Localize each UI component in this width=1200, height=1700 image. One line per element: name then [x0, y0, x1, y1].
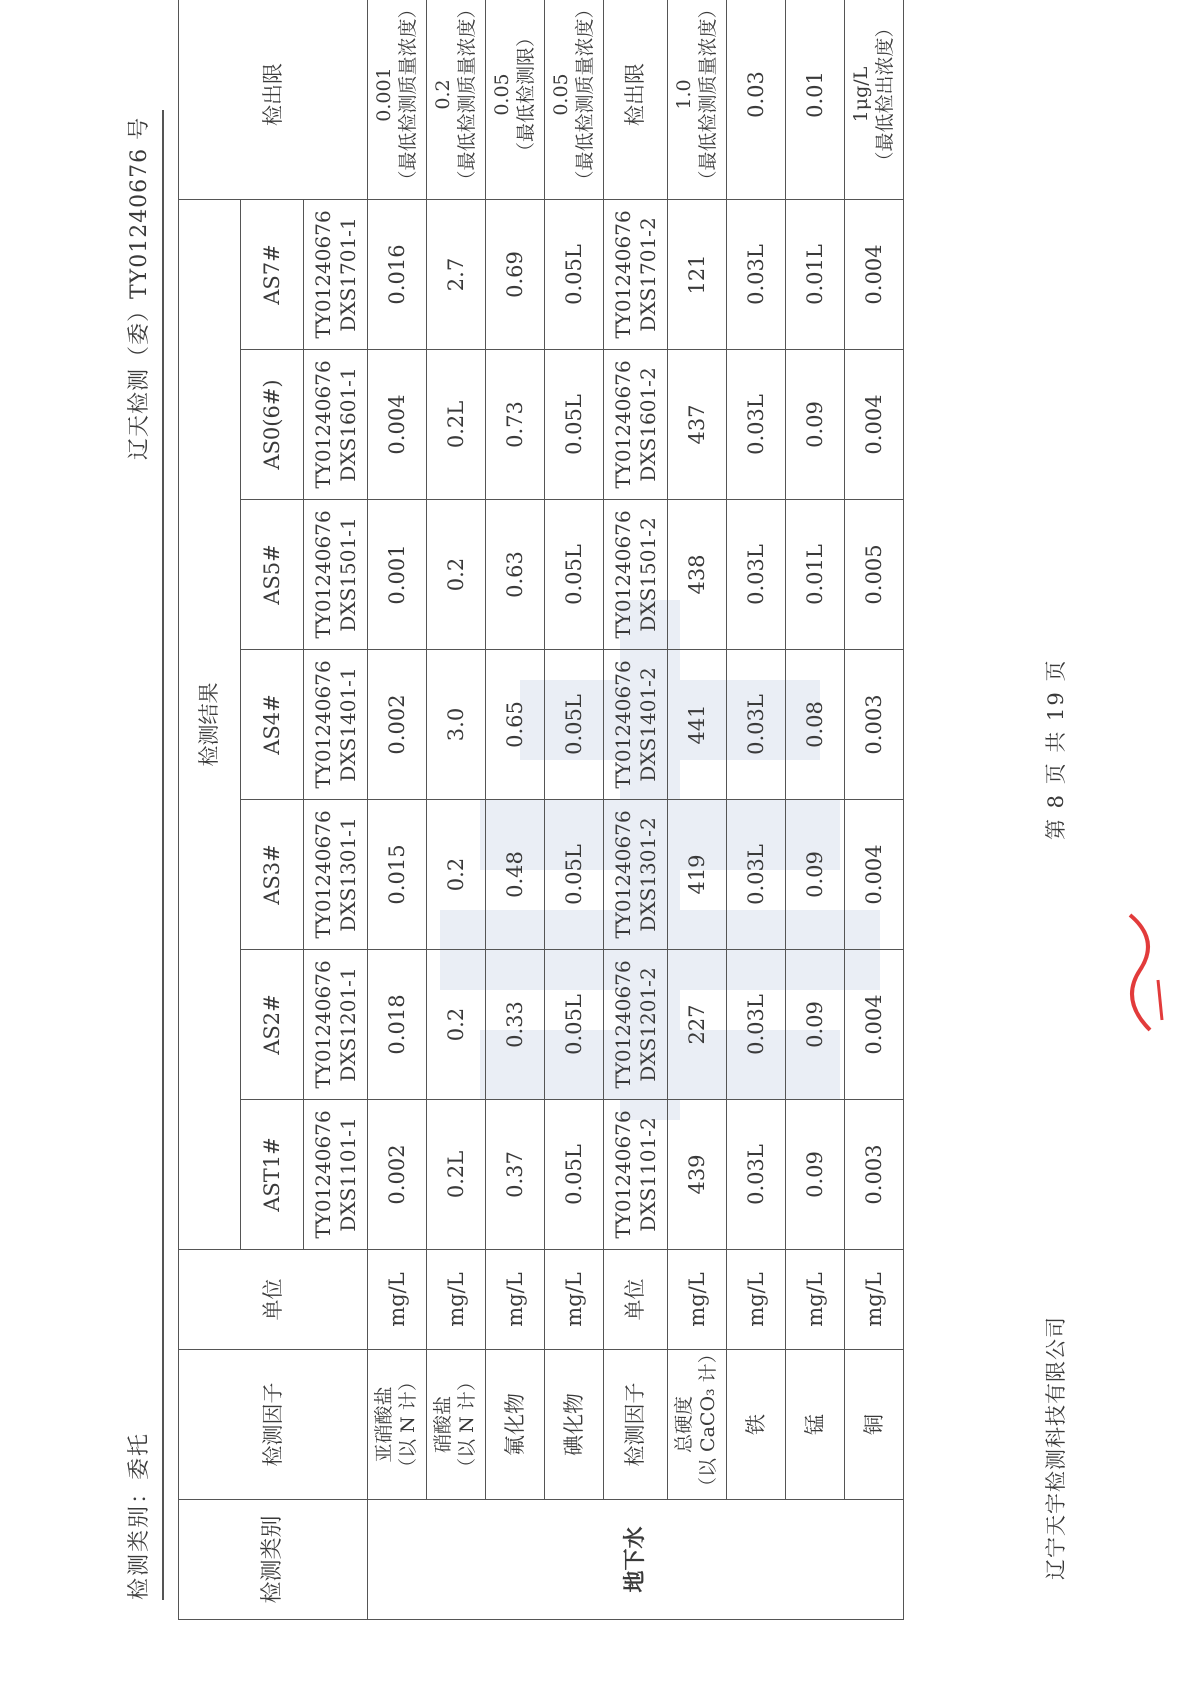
sample-id-cell — [604, 350, 668, 500]
page-number: 第 8 页 共 19 页 — [1044, 658, 1068, 840]
result-value: 0.004 — [861, 244, 886, 305]
cell-line: TY01240676 — [610, 210, 635, 339]
unit-value: mg/L — [502, 1272, 527, 1327]
value-cell — [786, 200, 845, 350]
result-value: 0.37 — [502, 1151, 527, 1198]
site-header-cell — [241, 500, 304, 650]
value-cell — [486, 800, 545, 950]
cell-line: TY01240676 — [310, 660, 335, 789]
value-cell — [668, 350, 727, 500]
table-row — [427, 0, 486, 1620]
cell-line: TY01240676 — [610, 960, 635, 1089]
site-header: AST1# — [259, 1137, 284, 1212]
limit-cell — [486, 0, 545, 200]
category-label: 检测类别：委托 — [127, 1431, 152, 1600]
cell-line: （最低检测质量浓度） — [697, 0, 719, 190]
unit-cell — [545, 1250, 604, 1350]
cell-line: 1μg/L — [850, 66, 873, 123]
value-cell — [727, 950, 786, 1100]
cell-line: TY01240676 — [610, 510, 635, 639]
value-cell — [368, 350, 427, 500]
results-table-body — [179, 0, 904, 1620]
unit-value: mg/L — [561, 1272, 586, 1327]
mid-limit-header: 检出限 — [623, 63, 648, 126]
result-value: 0.004 — [861, 394, 886, 455]
result-value: 0.09 — [802, 851, 827, 898]
cell-line: （以 N 计） — [456, 1372, 478, 1477]
factor-cell — [427, 1350, 486, 1500]
sample-id-cell — [304, 950, 368, 1100]
value-cell — [486, 200, 545, 350]
factor-cell — [727, 1350, 786, 1500]
cell-line: DXS1701-2 — [635, 217, 660, 332]
result-value: 0.004 — [861, 994, 886, 1055]
table-row — [545, 0, 604, 1620]
table-row — [368, 0, 427, 1620]
factor-cell — [786, 1350, 845, 1500]
results-header-cell — [179, 200, 241, 1250]
value-cell — [486, 650, 545, 800]
value-cell — [668, 950, 727, 1100]
result-value: 0.05L — [561, 544, 586, 605]
result-value: 0.05L — [561, 844, 586, 905]
limit-header-cell — [179, 0, 368, 200]
site-header-cell — [241, 1100, 304, 1250]
result-value: 0.73 — [502, 401, 527, 448]
sample-id-cell — [604, 500, 668, 650]
value-cell — [845, 650, 904, 800]
result-value: 0.03L — [743, 244, 768, 305]
table-row — [727, 0, 786, 1620]
mid-factor-header: 检测因子 — [623, 1382, 648, 1467]
cell-line: TY01240676 — [310, 810, 335, 939]
table-row — [786, 0, 845, 1620]
value-cell — [727, 1100, 786, 1250]
result-value: 437 — [684, 404, 709, 445]
unit-cell — [368, 1250, 427, 1350]
factor-cell — [486, 1350, 545, 1500]
site-header: AS4# — [259, 694, 284, 755]
cell-line: （最低检出浓度） — [874, 18, 896, 171]
result-value: 0.65 — [502, 701, 527, 748]
value-cell — [845, 800, 904, 950]
value-cell — [668, 1100, 727, 1250]
result-value: 0.03L — [743, 844, 768, 905]
cell-line: DXS1501-2 — [635, 517, 660, 632]
unit-header: 单位 — [260, 1278, 285, 1321]
result-value: 0.05L — [561, 394, 586, 455]
value-cell — [545, 800, 604, 950]
value-cell — [427, 350, 486, 500]
mid-factor-header-cell — [604, 1350, 668, 1500]
limit-cell — [427, 0, 486, 200]
result-value: 0.002 — [384, 1144, 409, 1205]
result-value: 0.09 — [802, 401, 827, 448]
value-cell — [786, 800, 845, 950]
unit-cell — [845, 1250, 904, 1350]
sample-id-cell — [304, 200, 368, 350]
cell-line: 0.05 — [550, 73, 573, 116]
sample-id-cell — [304, 800, 368, 950]
value-cell — [786, 500, 845, 650]
result-value: 0.33 — [502, 1001, 527, 1048]
value-cell — [727, 650, 786, 800]
value-cell — [368, 500, 427, 650]
cell-line: TY01240676 — [310, 1110, 335, 1239]
value-cell — [427, 800, 486, 950]
sample-id-cell — [604, 200, 668, 350]
result-value: 0.03L — [743, 1144, 768, 1205]
cell-line: TY01240676 — [610, 810, 635, 939]
value-cell — [427, 200, 486, 350]
unit-cell — [786, 1250, 845, 1350]
site-header-cell — [241, 800, 304, 950]
limit-cell — [545, 0, 604, 200]
result-value: 441 — [684, 704, 709, 745]
value-cell — [786, 1100, 845, 1250]
site-header: AS0(6#) — [259, 379, 284, 470]
value-cell — [427, 650, 486, 800]
result-value: 0.69 — [502, 251, 527, 298]
results-header: 检测结果 — [197, 682, 222, 767]
factor-cell — [668, 1344, 727, 1500]
factor-cell — [368, 1350, 427, 1500]
cell-line: 1.0 — [673, 79, 696, 110]
value-cell — [486, 350, 545, 500]
stamp-fragment — [1110, 910, 1170, 1040]
result-value: 2.7 — [443, 257, 468, 292]
sample-id-cell — [304, 500, 368, 650]
limit-cell — [727, 0, 786, 200]
value-cell — [368, 200, 427, 350]
value-cell — [368, 650, 427, 800]
value-cell — [727, 500, 786, 650]
value-cell — [845, 200, 904, 350]
unit-cell — [668, 1250, 727, 1350]
result-value: 0.01L — [802, 544, 827, 605]
cell-line: 0.2 — [432, 79, 455, 110]
result-value: 0.01L — [802, 244, 827, 305]
result-value: 0.03L — [743, 394, 768, 455]
unit-cell — [486, 1250, 545, 1350]
result-value: 0.2 — [443, 557, 468, 592]
value-cell — [845, 500, 904, 650]
value-cell — [668, 800, 727, 950]
result-value: 0.08 — [802, 701, 827, 748]
table-row — [845, 0, 904, 1620]
result-value: 419 — [684, 854, 709, 895]
limit-cell — [786, 0, 845, 200]
value-cell — [845, 1100, 904, 1250]
cell-line: TY01240676 — [310, 960, 335, 1089]
value-cell — [545, 650, 604, 800]
factor-cell — [545, 1350, 604, 1500]
result-value: 0.016 — [384, 244, 409, 305]
site-header-cell — [241, 200, 304, 350]
header-row-1 — [179, 0, 241, 1620]
value-cell — [727, 800, 786, 950]
cell-line: 铁 — [743, 1414, 768, 1435]
result-value: 3.0 — [443, 707, 468, 742]
result-value: 0.001 — [384, 544, 409, 605]
value-cell — [727, 200, 786, 350]
cell-line: DXS1101-2 — [635, 1117, 660, 1232]
cell-line: 碘化物 — [561, 1393, 586, 1456]
result-value: 0.003 — [861, 1144, 886, 1205]
limit-header: 检出限 — [260, 63, 285, 126]
cell-line: 0.05 — [491, 73, 514, 116]
value-cell — [668, 500, 727, 650]
cell-line: TY01240676 — [610, 1110, 635, 1239]
cell-line: DXS1701-1 — [335, 217, 360, 332]
cell-line: DXS1401-1 — [335, 667, 360, 782]
value-cell — [668, 650, 727, 800]
cell-line: TY01240676 — [610, 360, 635, 489]
cell-line: 硝酸盐 — [432, 1396, 455, 1454]
result-value: 0.015 — [384, 844, 409, 905]
unit-value: mg/L — [384, 1272, 409, 1327]
unit-value: mg/L — [443, 1272, 468, 1327]
value-cell — [845, 350, 904, 500]
value-cell — [427, 1100, 486, 1250]
result-value: 0.2L — [443, 1150, 468, 1199]
cell-line: TY01240676 — [310, 360, 335, 489]
result-value: 0.005 — [861, 544, 886, 605]
mid-unit-header-cell — [604, 1250, 668, 1350]
factor-header-cell — [179, 1350, 368, 1500]
sample-id-cell — [604, 1100, 668, 1250]
cell-line: TY01240676 — [310, 510, 335, 639]
unit-cell — [727, 1250, 786, 1350]
value-cell — [545, 200, 604, 350]
sample-id-cell — [604, 950, 668, 1100]
table-row — [486, 0, 545, 1620]
cell-line: DXS1201-2 — [635, 967, 660, 1082]
cell-line: 氟化物 — [502, 1393, 527, 1456]
cell-line: 0.01 — [802, 71, 827, 118]
value-cell — [486, 500, 545, 650]
limit-cell — [845, 0, 904, 200]
cell-line: 亚硝酸盐 — [373, 1386, 396, 1463]
result-value: 0.003 — [861, 694, 886, 755]
result-value: 0.2 — [443, 857, 468, 892]
site-header: AS2# — [259, 994, 284, 1055]
cell-line: （最低检测质量浓度） — [456, 0, 478, 190]
cell-line: （最低检测质量浓度） — [397, 0, 419, 190]
result-value: 439 — [684, 1154, 709, 1195]
sample-id-cell — [604, 800, 668, 950]
cell-line: DXS1601-1 — [335, 367, 360, 482]
result-value: 0.63 — [502, 551, 527, 598]
cell-line: DXS1301-2 — [635, 817, 660, 932]
result-value: 438 — [684, 554, 709, 595]
cell-line: （以 CaCO₃ 计） — [697, 1344, 719, 1496]
header-divider — [162, 110, 164, 1600]
result-value: 0.48 — [502, 851, 527, 898]
value-cell — [545, 1100, 604, 1250]
result-value: 0.2 — [443, 1007, 468, 1042]
site-header: AS7# — [259, 244, 284, 305]
unit-value: mg/L — [743, 1272, 768, 1327]
value-cell — [486, 950, 545, 1100]
results-table-wrapper — [178, 0, 904, 1620]
result-value: 227 — [684, 1004, 709, 1045]
unit-cell — [427, 1250, 486, 1350]
cell-line: 锰 — [802, 1414, 827, 1435]
site-header-cell — [241, 350, 304, 500]
site-header: AS5# — [259, 544, 284, 605]
value-cell — [368, 950, 427, 1100]
cell-line: 总硬度 — [673, 1396, 696, 1454]
limit-cell — [368, 0, 427, 200]
result-value: 0.05L — [561, 1144, 586, 1205]
table-row — [668, 0, 727, 1620]
result-value: 0.018 — [384, 994, 409, 1055]
cell-line: （以 N 计） — [397, 1372, 419, 1477]
value-cell — [368, 1100, 427, 1250]
cell-line: 0.03 — [743, 71, 768, 118]
factor-header: 检测因子 — [260, 1382, 285, 1467]
cell-line: DXS1501-1 — [335, 517, 360, 632]
report-number: 辽天检测（委）TY01240676 号 — [127, 116, 152, 460]
mid-header-row — [604, 0, 668, 1620]
sample-id-cell — [304, 1100, 368, 1250]
site-header-cell — [241, 950, 304, 1100]
cell-line: （最低检测质量浓度） — [574, 0, 596, 190]
sample-id-cell — [304, 650, 368, 800]
unit-value: mg/L — [861, 1272, 886, 1327]
category-header-cell — [179, 1500, 368, 1620]
value-cell — [845, 950, 904, 1100]
result-value: 0.05L — [561, 694, 586, 755]
unit-header-cell — [179, 1250, 368, 1350]
category-cell — [368, 1500, 904, 1620]
limit-cell — [668, 0, 727, 200]
value-cell — [545, 500, 604, 650]
value-cell — [545, 350, 604, 500]
category-value: 地下水 — [621, 1526, 648, 1593]
cell-line: TY01240676 — [310, 210, 335, 339]
value-cell — [668, 200, 727, 350]
result-value: 0.004 — [861, 844, 886, 905]
cell-line: 铜 — [861, 1414, 886, 1435]
result-value: 0.004 — [384, 394, 409, 455]
cell-line: DXS1101-1 — [335, 1117, 360, 1232]
cell-line: TY01240676 — [610, 660, 635, 789]
unit-value: mg/L — [684, 1272, 709, 1327]
result-value: 0.03L — [743, 994, 768, 1055]
value-cell — [786, 650, 845, 800]
value-cell — [427, 500, 486, 650]
sample-id-cell — [304, 350, 368, 500]
mid-unit-header: 单位 — [623, 1278, 648, 1321]
results-table — [178, 0, 904, 1620]
site-header: AS3# — [259, 844, 284, 905]
factor-cell — [845, 1350, 904, 1500]
result-value: 0.002 — [384, 694, 409, 755]
result-value: 0.09 — [802, 1151, 827, 1198]
result-value: 0.05L — [561, 244, 586, 305]
result-value: 0.03L — [743, 694, 768, 755]
value-cell — [727, 350, 786, 500]
value-cell — [545, 950, 604, 1100]
site-header-cell — [241, 650, 304, 800]
value-cell — [427, 950, 486, 1100]
category-header: 检测类别 — [260, 1515, 286, 1604]
mid-limit-header-cell — [604, 0, 668, 200]
company-name: 辽宁天宇检测科技有限公司 — [1044, 1316, 1068, 1580]
result-value: 121 — [684, 254, 709, 295]
value-cell — [786, 950, 845, 1100]
value-cell — [368, 800, 427, 950]
sample-id-cell — [604, 650, 668, 800]
value-cell — [786, 350, 845, 500]
cell-line: DXS1601-2 — [635, 367, 660, 482]
unit-value: mg/L — [802, 1272, 827, 1327]
result-value: 0.03L — [743, 544, 768, 605]
result-value: 0.05L — [561, 994, 586, 1055]
value-cell — [486, 1100, 545, 1250]
cell-line: （最低检测限） — [515, 28, 537, 162]
cell-line: DXS1201-1 — [335, 967, 360, 1082]
result-value: 0.2L — [443, 400, 468, 449]
cell-line: 0.001 — [373, 67, 396, 122]
cell-line: DXS1401-2 — [635, 667, 660, 782]
cell-line: DXS1301-1 — [335, 817, 360, 932]
result-value: 0.09 — [802, 1001, 827, 1048]
